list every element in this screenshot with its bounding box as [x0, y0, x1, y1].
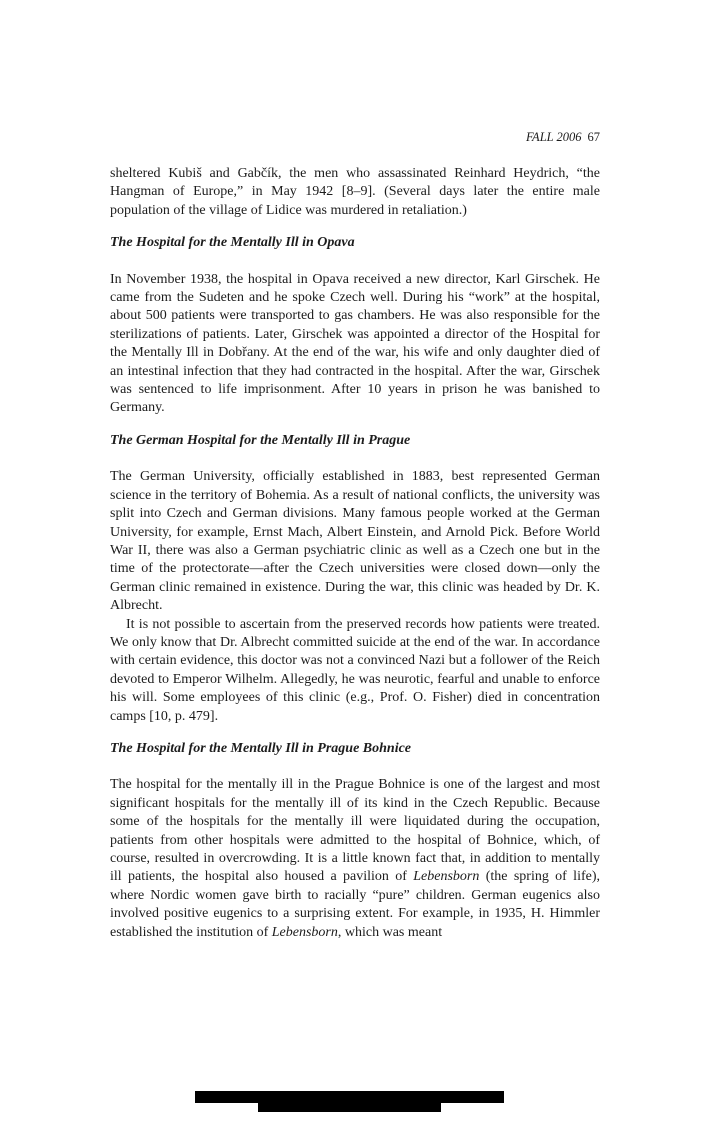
section-heading-prague-bohnice: The Hospital for the Mentally Ill in Prague Bohnice [110, 740, 412, 756]
section-heading-opava: The Hospital for the Mentally Ill in Opava [110, 235, 355, 251]
paragraph-opava: In November 1938, the hospital in Opava received a new director, Karl Girschek. He came from the Sudeten and he spoke Czech well. During his “work” at the hospital, about 500 patients were transported to gas chambers. He was also responsible for the sterilizations of patients. Later, Girschek was appointed a director of the Hospital for the Mentally Ill in Dobřany. At the end of the war, his wife and only daughter died of an intestinal infection that they had contracted in the hospital. After the war, Girschek was sentenced to life imprisonment. After 10 years in prison he was banished to Germany. [110, 271, 600, 416]
bohnice-text-part-3: , which was meant [337, 924, 443, 940]
running-header [110, 130, 600, 145]
paragraph-prague-1: The German University, officially established in 1883, best represented German science in the territory of Bohemia. As a result of national conflicts, the university was split into Czech and German divisions. Many famous people worked at the German University, for example, Ernst Mach, Albert Einstein, and Arnold Pick. Before World War II, there was also a German psychiatric clinic as well as a Czech one but in the time of the protectorate—after the Czech universities were closed down—only the German clinic remained in existence. During the war, this clinic was headed by Dr. K. Albrecht. [110, 469, 600, 614]
article-body [110, 165, 600, 942]
paragraph-prague-2: It is not possible to ascertain from the preserved records how patients were treated. We only know that Dr. Albrecht committed suicide at the end of the war. In accordance with certain evidence, this doctor was not a convinced Nazi but a follower of the Reich devoted to Emperor Wilhelm. Allegedly, he was neurotic, fearful and unable to enforce his will. Some employees of this clinic (e.g., Prof. O. Fisher) died in concentration camps [10, p. 479]. [110, 616, 600, 724]
page-number: 67 [587, 130, 600, 144]
lebensborn-term-2: Lebensborn [271, 924, 338, 940]
paragraph-intro: sheltered Kubiš and Gabčík, the men who assassinated Reinhard Heydrich, “the Hangman of Europe,” in May 1942 [8–9]. (Several days later the entire male population of the village of Lidice was murdered in retaliation.) [110, 166, 600, 218]
scan-redaction-bar-bottom [258, 1103, 441, 1112]
bohnice-text-part-1: The hospital for the mentally ill in the Prague Bohnice is one of the largest and most significant hospitals for the mentally ill of its kind in the Czech Republic. Because some of the hospitals for the mentally ill were liquidated during the occupation, patients from other hospitals were admitted to the hospital of Bohnice, which, of course, resulted in overcrowding. It is a little known fact that, in addition to mentally ill patients, the hospital also housed a pavilion of [110, 777, 600, 885]
bohnice-text-part-2: (the spring of life), where Nordic women gave birth to racially “pure” children. German eugenics also involved positive eugenics to a surprising extent. For example, in 1935, H. Himmler established the institution of [110, 869, 601, 940]
scan-redaction-bar-top [195, 1091, 504, 1103]
running-title: FALL 2006 [526, 130, 582, 144]
section-heading-prague-german: The German Hospital for the Mentally Ill in Prague [110, 432, 411, 448]
paragraph-bohnice [110, 776, 600, 942]
lebensborn-term: Lebensborn [413, 869, 480, 885]
